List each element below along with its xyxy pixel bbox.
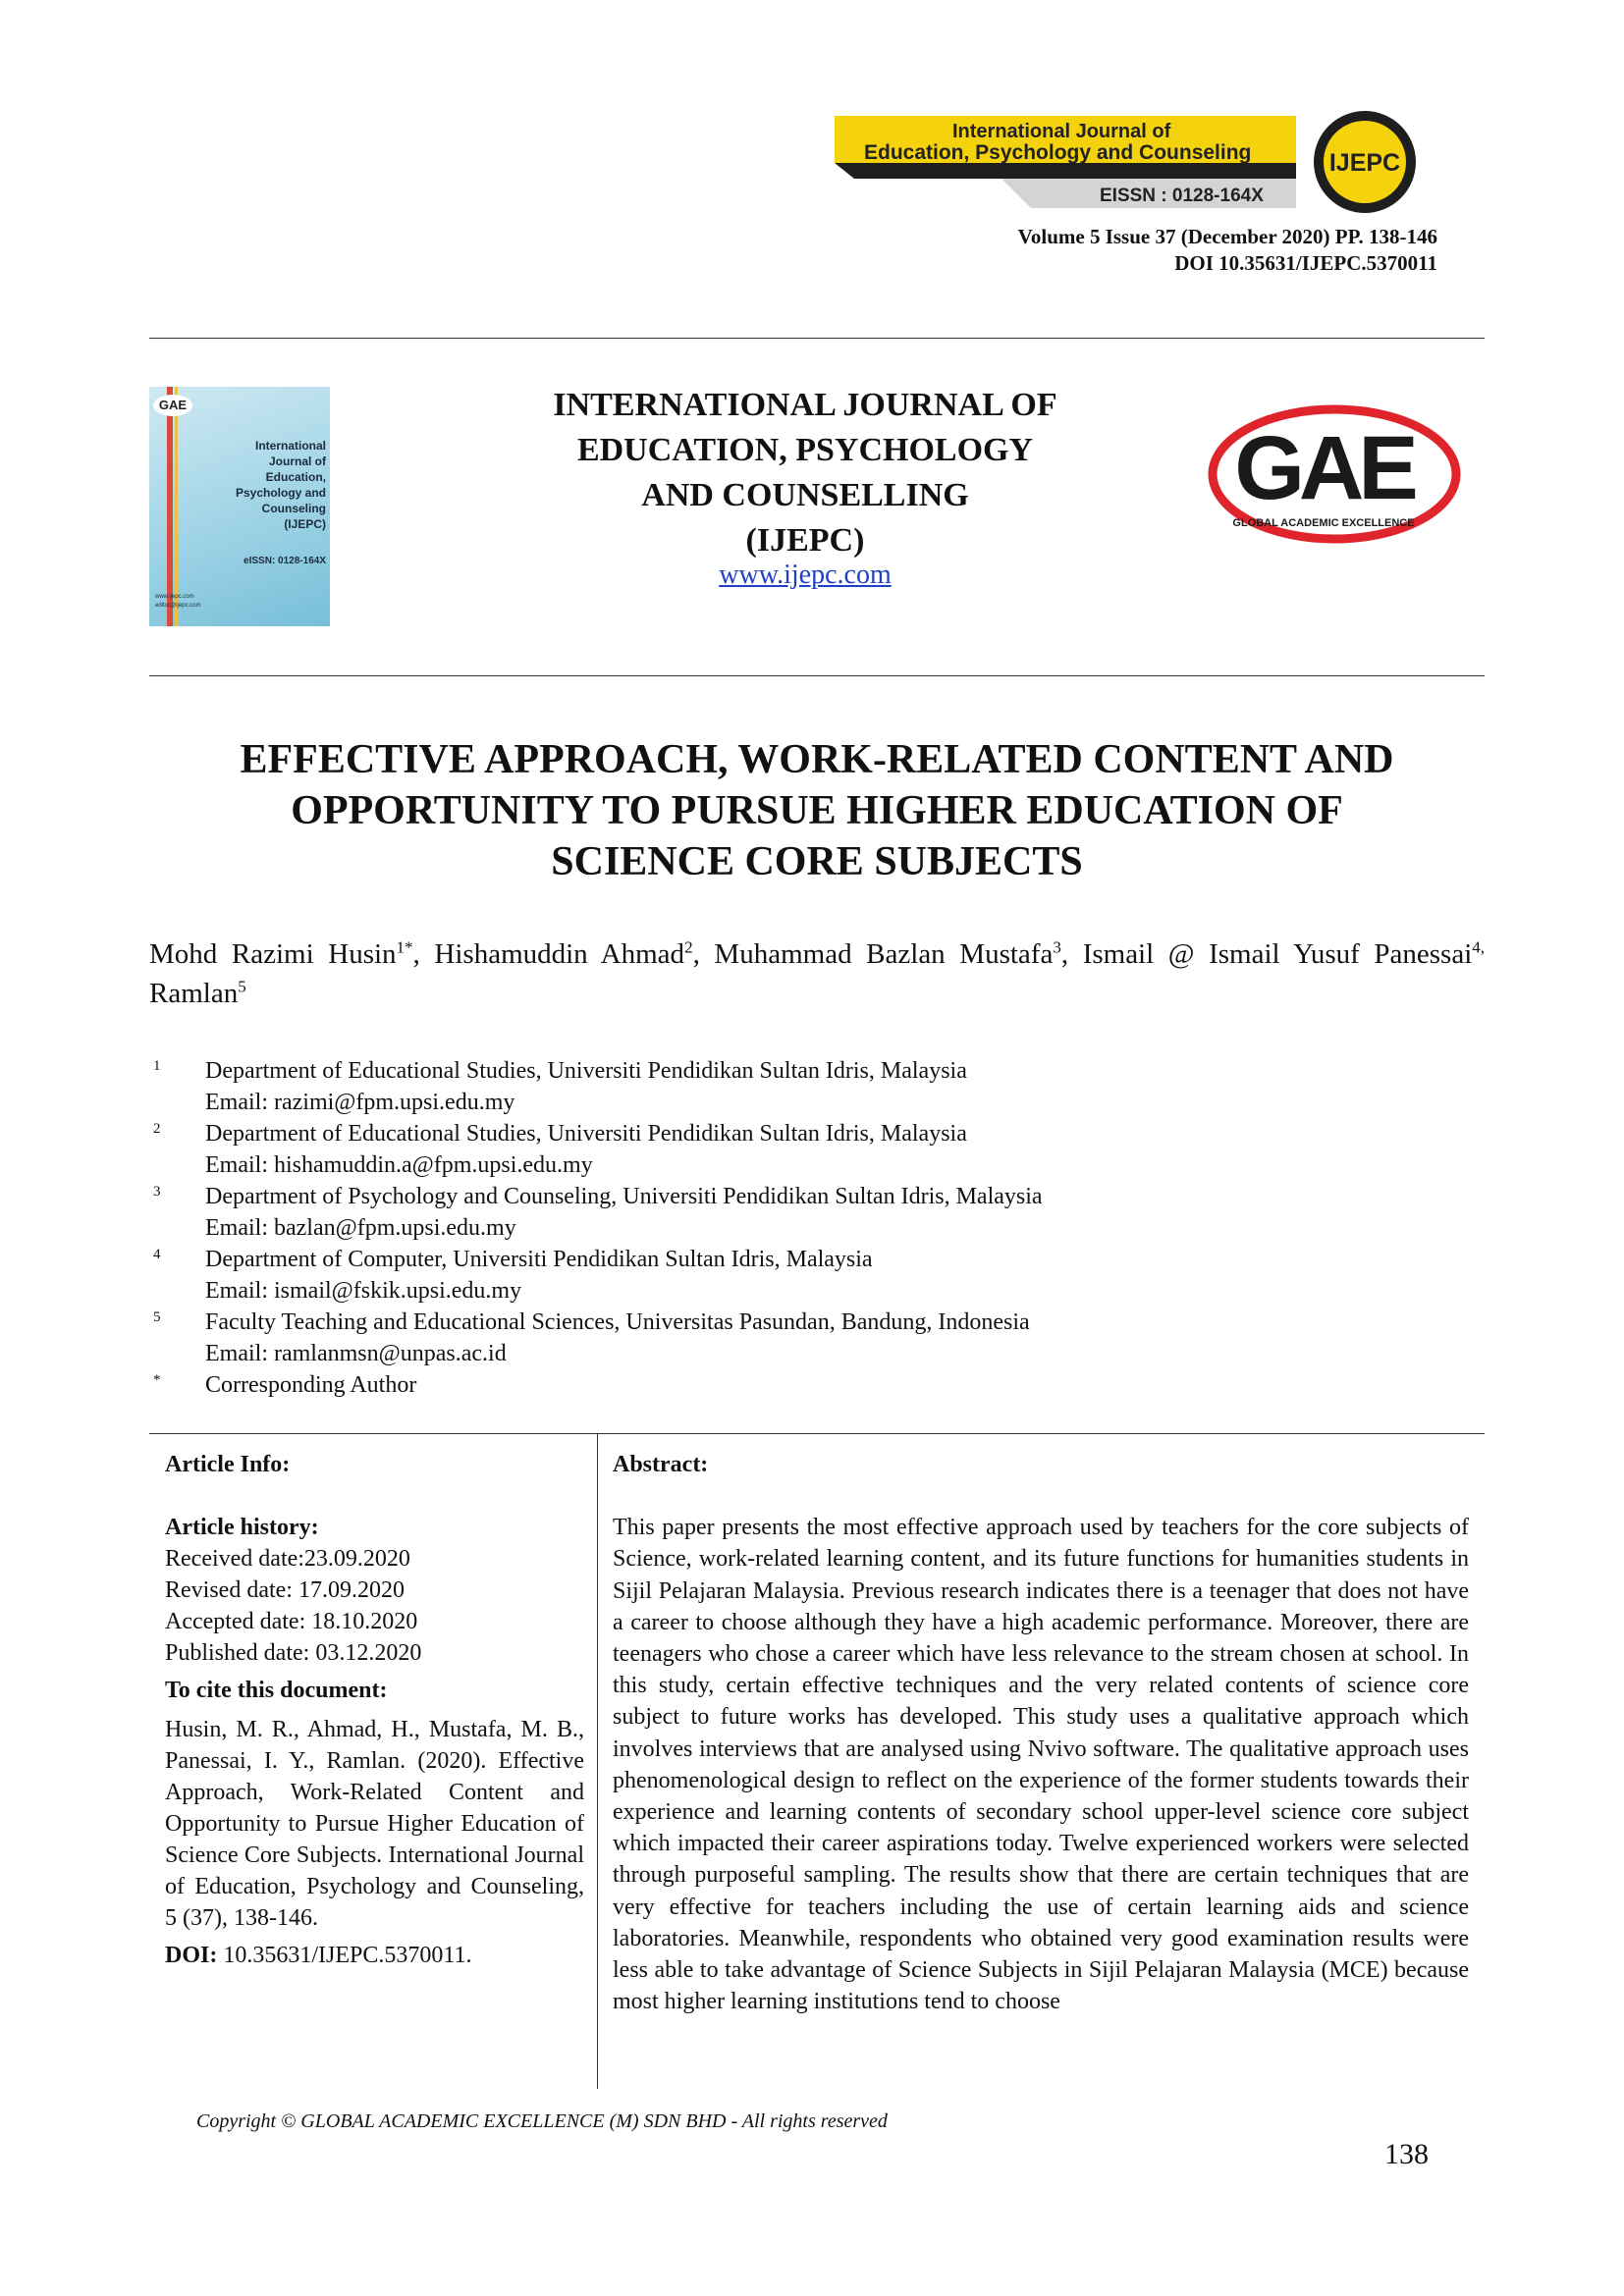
affiliation-dept: Department of Computer, Universiti Pendidikan Sultan Idris, Malaysia <box>205 1247 873 1272</box>
doi-label: DOI: <box>165 1943 218 1968</box>
author-name: Hishamuddin Ahmad <box>434 938 685 970</box>
author-name: Muhammad Bazlan Mustafa <box>714 938 1054 970</box>
journal-url-link[interactable]: www.ijepc.com <box>719 560 892 590</box>
affiliation-item <box>149 1307 1229 1369</box>
abstract-heading: Abstract: <box>613 1452 709 1477</box>
abstract <box>613 1449 1469 2017</box>
banner-eissn: EISSN : 0128-164X <box>1100 186 1264 206</box>
gae-subtitle: GLOBAL ACADEMIC EXCELLENCE <box>1232 517 1415 529</box>
affiliation-list <box>149 1055 1229 1401</box>
affiliation-number: * <box>153 1372 161 1388</box>
journal-heading-line2: EDUCATION, PSYCHOLOGY <box>576 432 1034 468</box>
article-history-heading: Article history: <box>165 1515 319 1540</box>
affiliation-item <box>149 1244 1229 1307</box>
affiliation-number: 5 <box>153 1309 161 1325</box>
cover-logo: GAE <box>153 395 192 416</box>
page-number: 138 <box>1384 2138 1429 2170</box>
affiliation-number: 1 <box>153 1058 161 1074</box>
journal-heading-line1: INTERNATIONAL JOURNAL OF <box>553 387 1057 423</box>
accepted-date: Accepted date: 18.10.2020 <box>165 1609 418 1634</box>
author-name: Ismail @ Ismail Yusuf Panessai <box>1082 938 1473 970</box>
author-sep: , <box>412 938 435 970</box>
banner-badge-text: IJEPC <box>1328 149 1401 177</box>
author-name: Mohd Razimi Husin <box>149 938 397 970</box>
published-date: Published date: 03.12.2020 <box>165 1640 422 1666</box>
column-divider <box>597 1433 598 2089</box>
article-info-heading: Article Info: <box>165 1452 291 1477</box>
affiliation-email: Email: hishamuddin.a@fpm.upsi.edu.my <box>205 1152 593 1178</box>
affiliation-item <box>149 1181 1229 1244</box>
cover-spine-accent <box>175 387 178 626</box>
author-sep: , <box>1060 938 1083 970</box>
affiliation-item <box>149 1055 1229 1118</box>
affiliation-dept: Department of Educational Studies, Universiti Pendidikan Sultan Idris, Malaysia <box>205 1121 967 1147</box>
copyright-notice: Copyright © GLOBAL ACADEMIC EXCELLENCE (M) SDN BHD - All rights reserved <box>196 2110 888 2132</box>
doi-row <box>165 1940 584 1971</box>
journal-banner-logo <box>835 108 1434 216</box>
divider-middle <box>149 675 1485 676</box>
affiliation-dept: Faculty Teaching and Educational Sciences, Universitas Pasundan, Bandung, Indonesia <box>205 1309 1030 1335</box>
doi-line: DOI 10.35631/IJEPC.5370011 <box>1174 251 1437 275</box>
paper-title-line3: SCIENCE CORE SUBJECTS <box>551 839 1083 884</box>
author-sup: 4, <box>1472 937 1486 957</box>
affiliation-email: Email: ramlanmsn@unpas.ac.id <box>205 1341 507 1366</box>
article-info <box>165 1449 584 1971</box>
author-sep: , <box>692 938 715 970</box>
cover-footer-url: www.ijepc.com <box>155 594 194 600</box>
affiliation-email: Email: ismail@fskik.upsi.edu.my <box>205 1278 522 1304</box>
divider-top <box>149 338 1485 339</box>
author-sup: 3 <box>1053 937 1061 957</box>
affiliation-dept: Department of Educational Studies, Universiti Pendidikan Sultan Idris, Malaysia <box>205 1058 967 1084</box>
author-list <box>149 934 1485 1013</box>
banner-title-1: International Journal of <box>952 121 1171 142</box>
affiliation-email: Email: razimi@fpm.upsi.edu.my <box>205 1090 515 1115</box>
divider-info <box>149 1433 1485 1434</box>
journal-heading-line4: (IJEPC) <box>745 522 865 559</box>
cover-eissn: eISSN: 0128-164X <box>244 556 326 566</box>
journal-cover-image <box>149 387 330 626</box>
paper-title <box>149 734 1485 887</box>
gae-letters: GAE <box>1234 418 1413 518</box>
cover-footer-email: editor@ijepc.com <box>155 603 201 609</box>
author-sup: 2 <box>684 937 693 957</box>
cover-title: International Journal of Education, Psychology and Counseling (IJEPC) <box>235 439 326 531</box>
banner-dark-band <box>835 163 1296 179</box>
affiliation-corresponding: Corresponding Author <box>205 1372 417 1398</box>
cite-text: Husin, M. R., Ahmad, H., Mustafa, M. B., Panessai, I. Y., Ramlan. (2020). Effective Approach, Work-Related Content and Opportunity to Pursue Higher Education of Science Core Subjects. International Journal of Education, Psychology and Counseling, 5 (37), 138-146. <box>165 1717 584 1931</box>
journal-heading <box>432 383 1178 563</box>
author-name: Ramlan <box>149 978 239 1009</box>
affiliation-number: 4 <box>153 1247 161 1262</box>
issue-info <box>1018 224 1437 277</box>
banner-title-2: Education, Psychology and Counseling <box>864 141 1252 164</box>
affiliation-dept: Department of Psychology and Counseling, Universiti Pendidikan Sultan Idris, Malaysia <box>205 1184 1043 1209</box>
affiliation-email: Email: bazlan@fpm.upsi.edu.my <box>205 1215 516 1241</box>
author-sup: 1* <box>396 937 413 957</box>
author-sup: 5 <box>238 977 246 996</box>
affiliation-item <box>149 1118 1229 1181</box>
cite-heading: To cite this document: <box>165 1678 388 1703</box>
received-date: Received date:23.09.2020 <box>165 1546 410 1572</box>
cover-spine <box>167 387 173 626</box>
affiliation-item <box>149 1369 1229 1401</box>
affiliation-number: 2 <box>153 1121 161 1137</box>
journal-url-wrap <box>432 560 1178 591</box>
journal-heading-line3: AND COUNSELLING <box>641 477 969 513</box>
affiliation-number: 3 <box>153 1184 161 1200</box>
doi-value: 10.35631/IJEPC.5370011. <box>217 1943 472 1968</box>
abstract-text: This paper presents the most effective approach used by teachers for the core subjects of Science, work-related learning content, and its future functions for humanities students in Sijil Pelajaran Malaysia. Previous research indicates there is a teenager that does not have a career to choose although they have a high academic performance. Moreover, there are teenagers who chose a career which have less relevance to the stream chosen at school. In this study, certain effective techniques and the very related contents of science core subject to future works has developed. This study uses a qualitative approach which involves interviews that are analysed using Nvivo software. The qualitative approach uses phenomenological design to reflect on the experience of the former students towards their experience and learning contents of secondary school upper-level science core subject which impacted their career aspirations today. Twelve experienced workers were selected through purposeful sampling. The results show that there are certain techniques that are very effective for teachers including the use of certain learning aids and science laboratories. Meanwhile, respondents who obtained very good examination results were less able to take advantage of Science Subjects in Sijil Pelajaran Malaysia (MCE) because most higher learning institutions tend to choose <box>613 1515 1469 2015</box>
paper-title-line2: OPPORTUNITY TO PURSUE HIGHER EDUCATION OF <box>291 788 1343 833</box>
volume-line: Volume 5 Issue 37 (December 2020) PP. 138-146 <box>1017 225 1437 248</box>
cover-footer <box>155 593 200 611</box>
paper-title-line1: EFFECTIVE APPROACH, WORK-RELATED CONTENT AND <box>240 737 1394 782</box>
gae-logo <box>1206 400 1463 548</box>
revised-date: Revised date: 17.09.2020 <box>165 1577 405 1603</box>
